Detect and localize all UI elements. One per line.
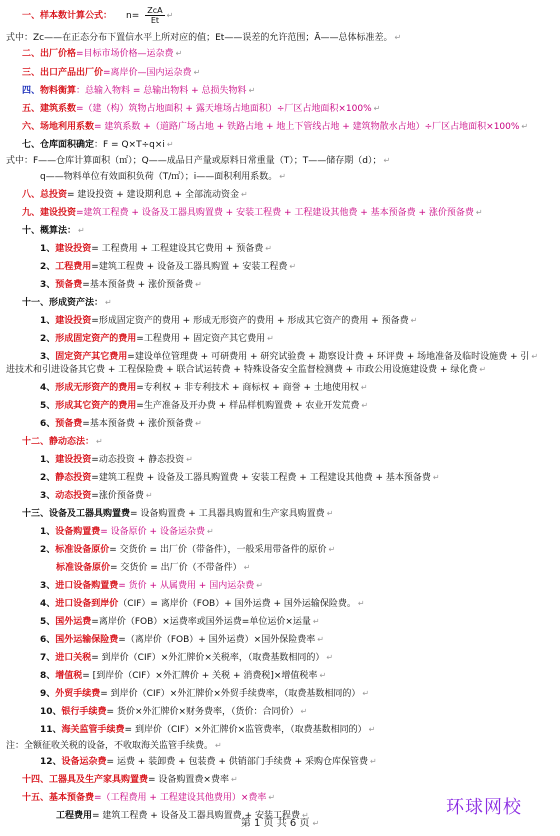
document-line (22, 6, 174, 25)
document-line (6, 740, 222, 752)
document-line (22, 189, 248, 201)
page-number-text: 第 1 页 共 6 页 (240, 818, 310, 829)
paragraph-mark-icon: ↵ (326, 509, 334, 518)
line-segment: 进口设备到岸价 (55, 599, 119, 609)
paragraph-mark-icon: ↵ (215, 741, 222, 750)
line-segment: 四、 (22, 86, 41, 96)
line-segment: 五、建筑系数 (22, 104, 77, 114)
document-line (40, 279, 202, 291)
formula-numerator: ZcA (147, 6, 163, 15)
paragraph-mark-icon: ↵ (193, 68, 201, 77)
document-line (40, 706, 307, 718)
document-line (22, 48, 182, 60)
line-segment: = 货价×外汇牌价×财务费率，（货价：合同价） (106, 707, 299, 717)
line-segment: = 设备原价 + 设备运杂费 (100, 527, 205, 537)
document-line (40, 333, 274, 345)
paragraph-mark-icon: ↵ (230, 775, 238, 784)
document-line (40, 670, 326, 682)
line-segment: 动态投资 (55, 491, 92, 501)
line-segment: 9、 (40, 689, 56, 699)
line-segment: 三、出口产品出厂价 (22, 68, 104, 78)
line-segment: 进口关税 (55, 653, 92, 663)
paragraph-mark-icon: ↵ (186, 455, 193, 464)
paragraph-mark-icon: ↵ (301, 811, 309, 820)
paragraph-mark-icon: ↵ (360, 383, 368, 392)
paragraph-mark-icon: ↵ (312, 819, 320, 828)
line-segment: = 工程费用 + 工程建设其它费用 + 预备费 (91, 244, 264, 254)
document-line (22, 436, 103, 448)
line-segment: 注：全额征收关税的设备，不收取海关监管手续费。 (6, 741, 214, 751)
line-segment: 海关监管手续费 (61, 725, 125, 735)
line-segment: =动态投资 + 静态投资 (91, 455, 185, 465)
line-segment: = 到岸价（CIF）×外汇牌价×外贸手续费率，（取费基数相同的） (100, 689, 361, 699)
document-line (40, 616, 320, 628)
paragraph-mark-icon: ↵ (357, 599, 365, 608)
line-segment: 物料衡算 (40, 86, 77, 96)
line-segment: = 到岸价（CIF）×外汇牌价×监管费率，（取费基数相同的） (124, 725, 367, 735)
document-line (22, 774, 238, 786)
paragraph-mark-icon: ↵ (78, 226, 85, 235)
paragraph-mark-icon: ↵ (166, 11, 174, 20)
paragraph-mark-icon: ↵ (248, 86, 256, 95)
line-segment: = 设备购置费×费率 (148, 775, 229, 785)
line-segment: 10、 (40, 707, 62, 717)
line-segment: 设备运杂费 (61, 757, 107, 767)
paragraph-mark-icon: ↵ (206, 527, 214, 536)
line-segment: 1、 (40, 527, 56, 537)
line-segment: 6、 (40, 635, 56, 645)
document-line (40, 598, 365, 610)
line-segment: 3、 (40, 280, 56, 290)
line-segment: 预备费 (55, 419, 83, 429)
document-line (6, 364, 486, 376)
document-line (40, 580, 263, 592)
paragraph-mark-icon: ↵ (319, 671, 327, 680)
sample-size-formula (126, 6, 165, 25)
paragraph-mark-icon: ↵ (410, 316, 418, 325)
document-line (40, 261, 296, 273)
line-segment: 标准设备原价 (56, 563, 111, 573)
paragraph-mark-icon: ↵ (279, 172, 286, 181)
document-line (22, 508, 333, 520)
line-segment: 形成固定资产的费用 (55, 334, 137, 344)
line-segment: =离岸价—国内运杂费 (103, 68, 192, 78)
line-segment: 八、总投资 (22, 190, 68, 200)
line-segment: 国外运费 (55, 617, 92, 627)
line-segment: =（建（构）筑物占地面积 + 露天堆场占地面积）÷厂区占地面积×100% (76, 104, 372, 114)
document-line (22, 103, 380, 115)
line-segment: 进技术和引进设备其它费 + 工程保险费 + 联合试运转费 + 特殊设备安全监督检测费 + 市政公用设施建设费 + 绿化费 (6, 365, 478, 375)
line-segment: =建设单位管理费 + 可研费用 + 研究试验费 + 勘察设计费 + 环评费 + 场地准备及临时设施费 + 引 (127, 352, 530, 362)
line-segment: = [到岸价（CIF）×外汇牌价 + 关税 + 消费税]×增值税率 (82, 671, 318, 681)
formula-fraction (145, 6, 164, 25)
document-line (6, 155, 390, 167)
paragraph-mark-icon: ↵ (362, 689, 370, 698)
document-line (22, 121, 528, 133)
line-segment: =（离岸价（FOB）+ 国外运费）×国外保险费率 (118, 635, 316, 645)
line-segment: = 建筑工程费 + 设备及工器具购置费 + 安装工程费 (92, 811, 300, 821)
line-segment: 十三、设备及工器具购置费 (22, 509, 131, 519)
line-segment: 十五、基本预备费 (22, 793, 95, 803)
line-segment: 国外运输保险费 (55, 635, 119, 645)
line-segment: 二、出厂价格 (22, 49, 77, 59)
line-segment: =工程费用 + 固定资产其它费用 (136, 334, 266, 344)
line-segment: ：总输入物料 = 总输出物料 + 总损失物料 (76, 86, 247, 96)
paragraph-mark-icon: ↵ (289, 262, 297, 271)
line-segment: 标准设备原价 (55, 545, 110, 555)
line-segment: 5、 (40, 401, 56, 411)
document-line (22, 85, 255, 97)
line-segment: 静态投资 (55, 473, 92, 483)
line-segment: 2、 (40, 473, 56, 483)
line-segment: 式中：F——仓库计算面积（㎡）；Q——成品日产量或原料日常重量（T）；T——储存期（d）； (6, 156, 382, 166)
line-segment: 形成无形资产的费用 (55, 383, 137, 393)
document-line (40, 544, 335, 556)
line-segment: 建设投资 (55, 455, 92, 465)
line-segment: 一、样本数计算公式： (22, 11, 113, 21)
paragraph-mark-icon: ↵ (105, 298, 112, 307)
document-line (40, 418, 202, 430)
line-segment: 1、 (40, 455, 56, 465)
line-segment: 六、场地利用系数 (22, 122, 95, 132)
line-segment: ：F = Q×T÷q×i (94, 140, 165, 150)
document-line (6, 32, 401, 44)
formula-prefix: n= (126, 11, 140, 21)
line-segment: 8、 (40, 671, 56, 681)
document-line (40, 243, 272, 255)
line-segment: = 到岸价（CIF）×外汇牌价×关税率，（取费基数相同的） (91, 653, 325, 663)
paragraph-mark-icon: ↵ (328, 545, 336, 554)
line-segment: 2、 (40, 262, 56, 272)
paragraph-mark-icon: ↵ (373, 104, 381, 113)
paragraph-mark-icon: ↵ (432, 473, 440, 482)
line-segment: q——物料单位有效面积负荷（T/㎡）；i——面积利用系数。 (40, 172, 278, 182)
paragraph-mark-icon: ↵ (195, 280, 202, 289)
line-segment: =基本预备费 + 涨价预备费 (82, 280, 194, 290)
line-segment: 式中：Zc——在正态分布下置信水平上所对应的值；Et——误差的允许范围；Ā——总体标准差。 (6, 33, 393, 43)
paragraph-mark-icon: ↵ (312, 617, 320, 626)
line-segment: 固定资产其它费用 (55, 352, 128, 362)
line-segment: 3、 (40, 352, 56, 362)
paragraph-mark-icon: ↵ (383, 156, 391, 165)
document-line (40, 688, 369, 700)
paragraph-mark-icon: ↵ (268, 793, 276, 802)
line-segment: =基本预备费 + 涨价预备费 (82, 419, 194, 429)
document-line (56, 562, 250, 574)
line-segment: 进口设备购置费 (55, 581, 119, 591)
paragraph-mark-icon: ↵ (195, 419, 202, 428)
line-segment: 工程费用 (55, 262, 92, 272)
paragraph-mark-icon: ↵ (256, 581, 263, 590)
document-line (40, 756, 377, 768)
line-segment: = 交货价 = 出厂价（带备件），一般采用带备件的原价 (109, 545, 327, 555)
line-segment: =形成固定资产的费用 + 形成无形资产的费用 + 形成其它资产的费用 + 预备费 (91, 316, 409, 326)
document-line (40, 171, 286, 183)
line-segment: 十二、静动态法： (22, 437, 95, 447)
line-segment: = 设备购置费 + 工具器具购置和生产家具购置费 (130, 509, 325, 519)
line-segment: 1、 (40, 316, 56, 326)
line-segment: 5、 (40, 617, 56, 627)
formula-denominator: Et (150, 16, 160, 25)
paragraph-mark-icon: ↵ (175, 49, 183, 58)
paragraph-mark-icon: ↵ (521, 122, 529, 131)
line-segment: 预备费 (55, 280, 83, 290)
paragraph-mark-icon: ↵ (267, 334, 274, 343)
paragraph-mark-icon: ↵ (326, 653, 334, 662)
document-line (40, 490, 153, 502)
line-segment: = 交货价 = 出厂价（不带备件） (110, 563, 242, 573)
line-segment: =建筑工程费 + 设备及工器具购置费 + 安装工程费 + 工程建设其他费 + 基本预备费 + 涨价预备费 (76, 208, 474, 218)
line-segment: 九、建设投资 (22, 208, 77, 218)
line-segment: 十四、工器具及生产家具购置费 (22, 775, 149, 785)
paragraph-mark-icon: ↵ (145, 491, 153, 500)
line-segment: 建设投资 (55, 244, 92, 254)
document-line (40, 526, 214, 538)
document-line (40, 315, 417, 327)
paragraph-mark-icon: ↵ (531, 352, 539, 361)
line-segment: = 运费 + 装卸费 + 包装费 + 供销部门手续费 + 采购仓库保管费 (106, 757, 369, 767)
document-line (22, 792, 275, 804)
line-segment: =（工程费用 + 工程建设其他费用）×费率 (94, 793, 267, 803)
paragraph-mark-icon: ↵ (265, 244, 272, 253)
line-segment: =建筑工程费 + 设备及工器具购置 + 安装工程费 (91, 262, 288, 272)
document-line (22, 207, 483, 219)
line-segment: = 货价 + 从属费用 + 国内运杂费 (118, 581, 255, 591)
line-segment: 十、概算法： (22, 226, 77, 236)
line-segment: =生产准备及开办费 + 样品样机购置费 + 农业开发荒费 (136, 401, 360, 411)
paragraph-mark-icon: ↵ (370, 757, 377, 766)
document-line (40, 351, 538, 363)
line-segment: =专利权 + 非专利技术 + 商标权 + 商誉 + 土地使用权 (136, 383, 359, 393)
line-segment: 12、 (40, 757, 62, 767)
line-segment: 工程费用 (56, 811, 93, 821)
line-segment: 4、 (40, 599, 56, 609)
paragraph-mark-icon: ↵ (394, 33, 402, 42)
paragraph-mark-icon: ↵ (475, 208, 483, 217)
line-segment: （CIF）= 离岸价（FOB）+ 国外运费 + 国外运输保险费。 (118, 599, 356, 609)
line-segment: 2、 (40, 334, 56, 344)
document-line (40, 454, 193, 466)
line-segment: 银行手续费 (61, 707, 107, 717)
watermark: 环球网校 (446, 797, 522, 818)
line-segment: 11、 (40, 725, 62, 735)
line-segment: 增值税 (55, 671, 83, 681)
document-line (40, 472, 440, 484)
document-line (22, 139, 174, 151)
paragraph-mark-icon: ↵ (243, 563, 251, 572)
line-segment: = 建筑系数 +（道路广场占地 + 铁路占地 + 地上下管线占地 + 建筑物散水占地）÷厂区占地面积×100% (94, 122, 520, 132)
paragraph-mark-icon: ↵ (240, 190, 248, 199)
paragraph-mark-icon: ↵ (166, 140, 174, 149)
paragraph-mark-icon: ↵ (96, 437, 103, 446)
line-segment: 2、 (40, 545, 56, 555)
document-line (40, 652, 333, 664)
line-segment: 1、 (40, 244, 56, 254)
document-line (40, 724, 375, 736)
line-segment: =目标市场价格—运杂费 (76, 49, 174, 59)
document-line (22, 297, 112, 309)
line-segment: 设备购置费 (55, 527, 101, 537)
paragraph-mark-icon: ↵ (361, 401, 369, 410)
line-segment: = 建设投资 + 建设期利息 + 全部流动资金 (67, 190, 239, 200)
paragraph-mark-icon: ↵ (368, 725, 376, 734)
line-segment: =离岸价（FOB）×运费率或国外运费=单位运价×运量 (91, 617, 311, 627)
document-line (40, 382, 368, 394)
line-segment: 4、 (40, 383, 56, 393)
line-segment: 外贸手续费 (55, 689, 101, 699)
line-segment: 建设投资 (55, 316, 92, 326)
document-line (40, 634, 324, 646)
line-segment: 3、 (40, 491, 56, 501)
line-segment: 形成其它资产的费用 (55, 401, 137, 411)
line-segment: =涨价预备费 (91, 491, 144, 501)
line-segment: 3、 (40, 581, 56, 591)
document-line (40, 400, 368, 412)
paragraph-mark-icon: ↵ (479, 365, 487, 374)
paragraph-mark-icon: ↵ (317, 635, 324, 644)
document-line (22, 67, 200, 79)
paragraph-mark-icon: ↵ (300, 707, 308, 716)
line-segment: =建筑工程费 + 设备及工器具购置费 + 安装工程费 + 工程建设其他费 + 基本预备费 (91, 473, 431, 483)
line-segment: 6、 (40, 419, 56, 429)
line-segment: 7、 (40, 653, 56, 663)
line-segment: 十一、形成资产法： (22, 298, 104, 308)
document-line (22, 225, 85, 237)
line-segment: 七、仓库面积确定 (22, 140, 95, 150)
